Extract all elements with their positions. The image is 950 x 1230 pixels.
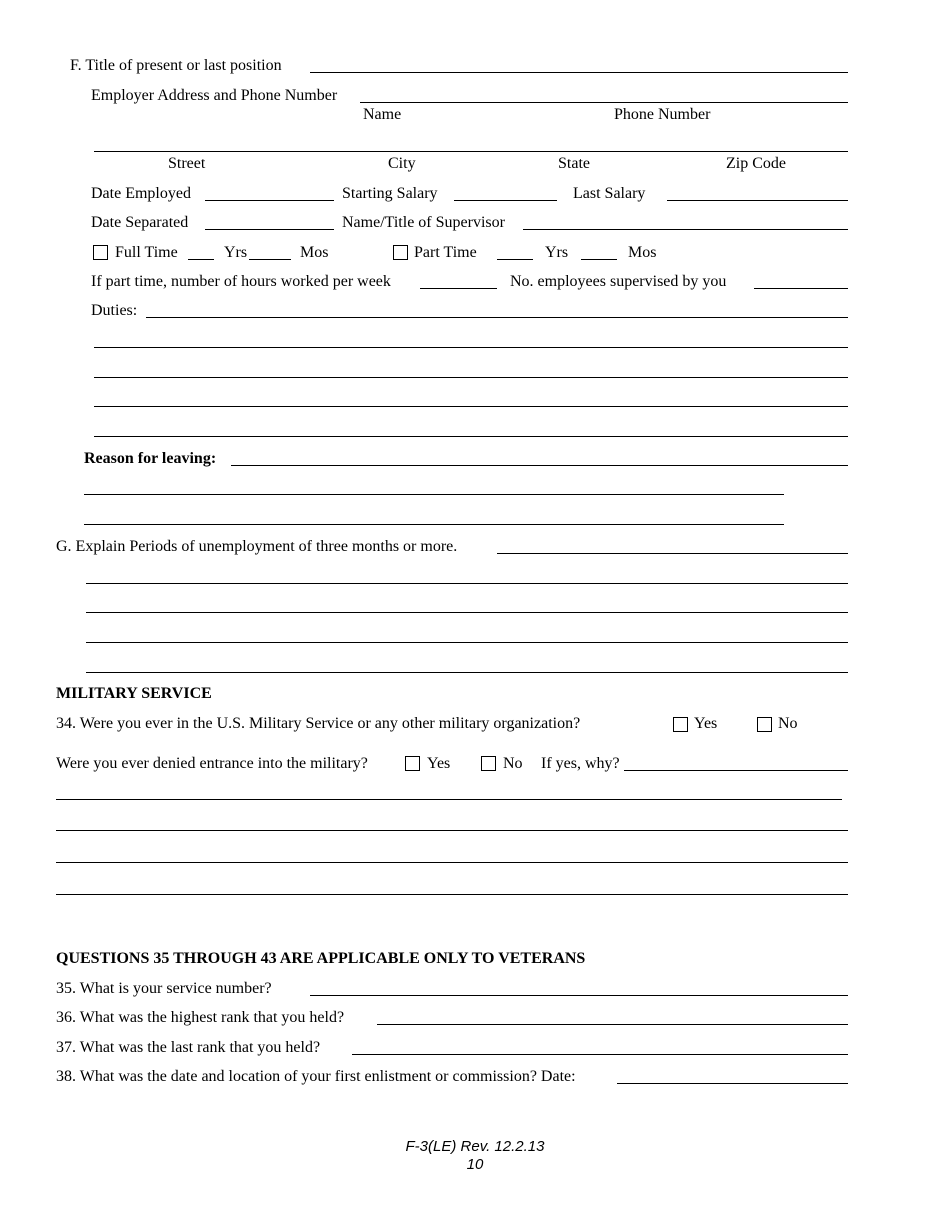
reason-for-leaving-field-line[interactable] — [84, 494, 784, 495]
q34-no-label: No — [778, 715, 798, 732]
q34-yes-label: Yes — [694, 715, 718, 732]
military-service-heading: MILITARY SERVICE — [56, 685, 212, 702]
zip-code-caption: Zip Code — [726, 155, 786, 172]
title-of-position-label: F. Title of present or last position — [70, 57, 282, 74]
duties-label: Duties: — [91, 302, 138, 319]
denied-yes-label: Yes — [427, 755, 451, 772]
denied-entrance-label: Were you ever denied entrance into the military? — [56, 755, 368, 772]
date-separated-field[interactable] — [205, 229, 334, 230]
q35-label: 35. What is your service number? — [56, 980, 272, 997]
full-time-yrs-label: Yrs — [224, 244, 248, 261]
q37-label: 37. What was the last rank that you held? — [56, 1039, 321, 1056]
reason-for-leaving-field-line[interactable] — [84, 524, 784, 525]
full-time-label: Full Time — [115, 244, 178, 261]
unemployment-field-line[interactable] — [86, 642, 848, 643]
date-employed-field[interactable] — [205, 200, 334, 201]
denied-reason-field-line[interactable] — [56, 830, 848, 831]
part-time-mos-label: Mos — [628, 244, 657, 261]
street-caption: Street — [168, 155, 206, 172]
name-caption: Name — [363, 106, 402, 123]
if-yes-why-label: If yes, why? — [541, 755, 620, 772]
part-time-years-field[interactable] — [497, 259, 533, 260]
unemployment-field-line[interactable] — [86, 672, 848, 673]
page-number: 10 — [466, 1156, 484, 1173]
duties-field-line[interactable] — [94, 347, 848, 348]
denied-no-checkbox[interactable] — [481, 756, 496, 771]
denied-yes-checkbox[interactable] — [405, 756, 420, 771]
q37-field[interactable] — [352, 1054, 848, 1055]
hours-per-week-label: If part time, number of hours worked per week — [91, 273, 391, 290]
employees-supervised-field[interactable] — [754, 288, 848, 289]
employer-name-phone-field[interactable] — [360, 102, 848, 103]
denied-reason-field-line[interactable] — [56, 799, 842, 800]
veterans-heading: QUESTIONS 35 THROUGH 43 ARE APPLICABLE ONLY TO VETERANS — [56, 950, 586, 967]
q36-field[interactable] — [377, 1024, 848, 1025]
supervisor-label: Name/Title of Supervisor — [342, 214, 505, 231]
denied-no-label: No — [503, 755, 523, 772]
hours-per-week-field[interactable] — [420, 288, 497, 289]
denied-reason-field-line[interactable] — [56, 862, 848, 863]
last-salary-field[interactable] — [667, 200, 848, 201]
unemployment-field-line[interactable] — [497, 553, 848, 554]
part-time-months-field[interactable] — [581, 259, 617, 260]
reason-for-leaving-label: Reason for leaving: — [84, 450, 217, 467]
starting-salary-field[interactable] — [454, 200, 557, 201]
duties-field-line[interactable] — [94, 436, 848, 437]
duties-field-line[interactable] — [94, 377, 848, 378]
full-time-checkbox[interactable] — [93, 245, 108, 260]
supervisor-field[interactable] — [523, 229, 848, 230]
q34-yes-checkbox[interactable] — [673, 717, 688, 732]
q35-field[interactable] — [310, 995, 848, 996]
denied-reason-field-line[interactable] — [56, 894, 848, 895]
full-time-mos-label: Mos — [300, 244, 329, 261]
unemployment-periods-label: G. Explain Periods of unemployment of three months or more. — [56, 538, 458, 555]
part-time-yrs-label: Yrs — [545, 244, 569, 261]
title-of-position-field[interactable] — [310, 72, 848, 73]
last-salary-label: Last Salary — [573, 185, 646, 202]
date-employed-label: Date Employed — [91, 185, 191, 202]
duties-field-line[interactable] — [94, 406, 848, 407]
date-separated-label: Date Separated — [91, 214, 189, 231]
employer-address-field[interactable] — [94, 151, 848, 152]
q34-no-checkbox[interactable] — [757, 717, 772, 732]
city-caption: City — [388, 155, 416, 172]
denied-reason-field-line[interactable] — [624, 770, 848, 771]
q36-label: 36. What was the highest rank that you held? — [56, 1009, 345, 1026]
duties-field-line[interactable] — [146, 317, 848, 318]
q34-label: 34. Were you ever in the U.S. Military Service or any other military organization? — [56, 715, 581, 732]
reason-for-leaving-field-line[interactable] — [231, 465, 848, 466]
employees-supervised-label: No. employees supervised by you — [510, 273, 727, 290]
form-id: F-3(LE) Rev. 12.2.13 — [405, 1138, 545, 1155]
full-time-months-field[interactable] — [249, 259, 291, 260]
q38-label: 38. What was the date and location of your first enlistment or commission? Date: — [56, 1068, 576, 1085]
full-time-years-field[interactable] — [188, 259, 214, 260]
part-time-label: Part Time — [414, 244, 477, 261]
state-caption: State — [558, 155, 590, 172]
starting-salary-label: Starting Salary — [342, 185, 438, 202]
phone-number-caption: Phone Number — [614, 106, 711, 123]
q38-date-field[interactable] — [617, 1083, 848, 1084]
unemployment-field-line[interactable] — [86, 612, 848, 613]
employer-address-label: Employer Address and Phone Number — [91, 87, 338, 104]
unemployment-field-line[interactable] — [86, 583, 848, 584]
part-time-checkbox[interactable] — [393, 245, 408, 260]
